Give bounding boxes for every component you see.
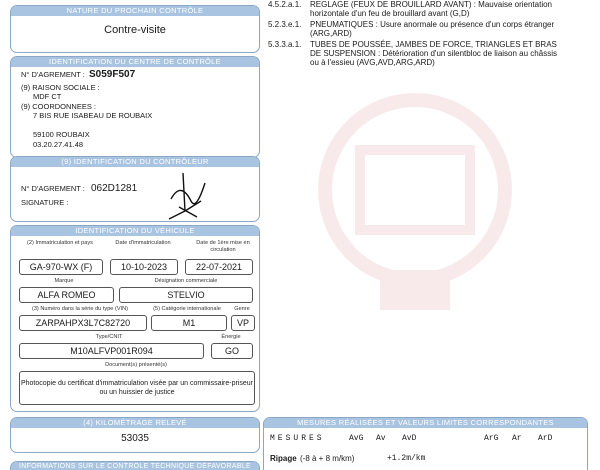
col-ar: Ar (512, 434, 522, 443)
controleur-header: (9) IDENTIFICATION DU CONTRÔLEUR (11, 157, 259, 167)
cap-date-immat: Date d'immatriculation (115, 240, 171, 246)
immat-box: GA-970-WX (F) (19, 259, 103, 275)
raison-value: MDF CT (33, 92, 62, 101)
defect-item (268, 40, 588, 70)
phone: 03.20.27.41.48 (33, 140, 84, 149)
ripage-label: Ripage (270, 454, 297, 463)
defect-code: 5.3.3.a.1. (268, 40, 302, 49)
cap-immat: (2) Immatriculation et pays (27, 240, 93, 246)
vehicule-panel (10, 225, 260, 412)
energie-box: GO (211, 343, 253, 359)
raison-label: (9) RAISON SOCIALE : (21, 83, 100, 92)
coord-label: (9) COORDONNEES : (21, 102, 97, 111)
centre-header: IDENTIFICATION DU CENTRE DE CONTRÔLE (11, 57, 259, 67)
cap-date-first: Date de 1ère mise en circulation (196, 240, 250, 253)
defect-code: 5.2.3.e.1. (268, 20, 302, 29)
vin-box: ZARPAHPX3L7C82720 (19, 315, 147, 331)
cap-genre: Genre (234, 306, 250, 312)
date-immat-box: 10-10-2023 (110, 259, 178, 275)
signature-mark (161, 171, 211, 221)
signature-label: SIGNATURE : (21, 198, 69, 207)
nature-value: Contre-visite (104, 24, 166, 36)
ripage-value: +1.2m/km (387, 454, 426, 463)
cap-marque: Marque (54, 278, 74, 284)
centre-panel (10, 56, 260, 158)
cap-designation: Désignation commerciale (154, 278, 218, 284)
watermark-logo (300, 80, 530, 330)
categorie-box: M1 (151, 315, 227, 331)
controleur-panel (10, 156, 260, 222)
defect-item (268, 0, 588, 20)
vehicule-header: IDENTIFICATION DU VÉHICULE (11, 226, 259, 236)
col-arg: ArG (484, 434, 499, 443)
defect-text: REGLAGE (FEUX DE BROUILLARD AVANT) : Mauvaise orientation horizontale d'un feu de brouillard avant (G,D) (310, 0, 553, 18)
mesures-title: MESURES (270, 434, 325, 443)
cap-vin: (3) Numéro dans la série du type (VIN) (31, 306, 129, 312)
col-ard: ArD (538, 434, 553, 443)
date-first-box: 22-07-2021 (185, 259, 253, 275)
informations-header: INFORMATIONS SUR LE CONTRÔLE TECHNIQUE DÉFAVORABLE (11, 462, 259, 470)
defect-item (268, 20, 588, 40)
kilometrage-value: 53035 (121, 433, 149, 444)
kilometrage-panel (10, 417, 260, 453)
defect-text: TUBES DE POUSSÉE, JAMBES DE FORCE, TRIANGLES ET BRAS DE SUSPENSION : Détérioration d'un silentbloc de liaison au châssis ou à l'essieu (AVG,AVD,ARG,ARD) (310, 40, 557, 67)
informations-panel (10, 461, 260, 470)
col-av: Av (376, 434, 386, 443)
mesures-panel (263, 417, 588, 470)
cap-energie: Énergie (221, 334, 241, 340)
type-box: M10ALFVP001R094 (19, 343, 204, 359)
address-line2: 59100 ROUBAIX (33, 130, 90, 139)
address-line1: 7 BIS RUE ISABEAU DE ROUBAIX (33, 111, 153, 120)
defect-code: 4.5.2.a.1. (268, 0, 302, 9)
docs-box: Photocopie du certificat d'immatriculation visée par un commissaire-priseur ou un huissier de justice (19, 371, 255, 405)
nature-panel (10, 5, 260, 53)
centre-agrement-label: N° D'AGREMENT : (21, 70, 85, 79)
kilometrage-header: (4) KILOMÉTRAGE RELEVÉ (11, 418, 259, 428)
nature-header: NATURE DU PROCHAIN CONTRÔLE (11, 6, 259, 16)
ripage-limit: (-8 à + 8 m/km) (300, 454, 355, 463)
mesures-header: MESURES RÉALISÉES ET VALEURS LIMITES CORRESPONDANTES (264, 418, 587, 428)
centre-agrement-value: S059F507 (89, 69, 136, 80)
controleur-agrement-label: N° D'AGREMENT : (21, 184, 85, 193)
defect-text: PNEUMATIQUES : Usure anormale ou présence d'un corps étranger (ARG,ARD) (310, 20, 555, 38)
col-avg: AvG (349, 434, 364, 443)
genre-box: VP (231, 315, 255, 331)
cap-type: Type/CNIT (95, 334, 123, 340)
marque-box: ALFA ROMEO (19, 287, 114, 303)
controleur-agrement-value: 062D1281 (91, 183, 138, 194)
cap-categorie: (5) Catégorie internationale (153, 306, 221, 312)
cap-docs: Document(s) présenté(s) (105, 362, 167, 368)
designation-box: STELVIO (119, 287, 253, 303)
col-avd: AvD (402, 434, 417, 443)
